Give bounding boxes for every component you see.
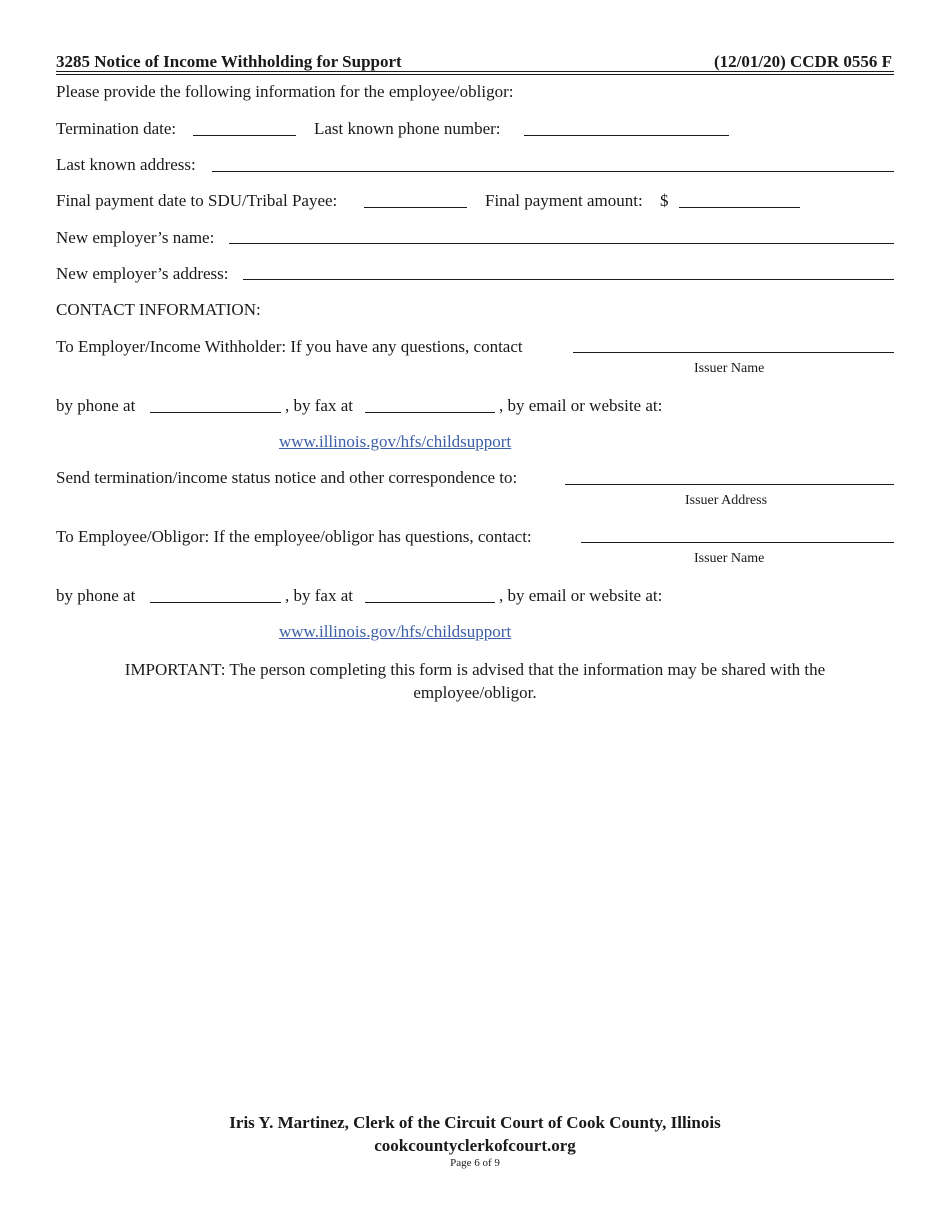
new-employer-name-field[interactable] xyxy=(229,243,894,244)
last-address-field[interactable] xyxy=(212,171,894,172)
fax-label-1: , by fax at xyxy=(285,396,353,415)
website-link-2[interactable]: www.illinois.gov/hfs/childsupport xyxy=(279,622,512,641)
intro-text: Please provide the following information for the employee/obligor: xyxy=(56,82,514,101)
form-title: 3285 Notice of Income Withholding for Support xyxy=(56,52,402,71)
header-rule-bottom xyxy=(56,74,894,75)
final-payment-date-field[interactable] xyxy=(364,207,467,208)
phone-label-2: by phone at xyxy=(56,586,136,605)
final-payment-amount-label: Final payment amount: xyxy=(485,191,643,210)
header-rule-top xyxy=(56,71,894,72)
fax-field-2[interactable] xyxy=(365,602,495,603)
last-address-label: Last known address: xyxy=(56,155,196,174)
footer-clerk: Iris Y. Martinez, Clerk of the Circuit Court of Cook County, Illinois xyxy=(229,1113,721,1132)
new-employer-address-label: New employer’s address: xyxy=(56,264,229,283)
employee-contact-text: To Employee/Obligor: If the employee/obligor has questions, contact: xyxy=(56,527,532,546)
issuer-address-caption: Issuer Address xyxy=(685,493,768,508)
phone-field-1[interactable] xyxy=(150,412,281,413)
phone-label-1: by phone at xyxy=(56,396,136,415)
email-label-2: , by email or website at: xyxy=(499,586,663,605)
important-notice: IMPORTANT: The person completing this form is advised that the information may be shared with the employee/obligor. xyxy=(124,660,826,702)
footer-page-number: Page 6 of 9 xyxy=(450,1157,500,1169)
currency-symbol: $ xyxy=(660,191,669,210)
website-link-1[interactable]: www.illinois.gov/hfs/childsupport xyxy=(279,432,512,451)
phone-field-2[interactable] xyxy=(150,602,281,603)
termination-date-field[interactable] xyxy=(193,135,296,136)
footer-site: cookcountyclerkofcourt.org xyxy=(374,1136,576,1155)
contact-heading: CONTACT INFORMATION: xyxy=(56,300,261,319)
employer-issuer-name-field[interactable] xyxy=(573,352,894,353)
fax-field-1[interactable] xyxy=(365,412,495,413)
new-employer-name-label: New employer’s name: xyxy=(56,228,215,247)
fax-label-2: , by fax at xyxy=(285,586,353,605)
employee-issuer-name-field[interactable] xyxy=(581,542,894,543)
termination-date-label: Termination date: xyxy=(56,119,177,138)
issuer-name-caption-1: Issuer Name xyxy=(694,361,765,376)
last-phone-field[interactable] xyxy=(524,135,729,136)
email-label-1: , by email or website at: xyxy=(499,396,663,415)
send-correspondence-text: Send termination/income status notice and other correspondence to: xyxy=(56,468,518,487)
employer-contact-text: To Employer/Income Withholder: If you have any questions, contact xyxy=(56,337,523,356)
form-id: (12/01/20) CCDR 0556 F xyxy=(713,52,892,71)
final-payment-amount-field[interactable] xyxy=(679,207,800,208)
issuer-name-caption-2: Issuer Name xyxy=(694,551,765,566)
new-employer-address-field[interactable] xyxy=(243,279,894,280)
final-payment-date-label: Final payment date to SDU/Tribal Payee: xyxy=(56,191,338,210)
last-phone-label: Last known phone number: xyxy=(314,119,501,138)
issuer-address-field[interactable] xyxy=(565,484,894,485)
